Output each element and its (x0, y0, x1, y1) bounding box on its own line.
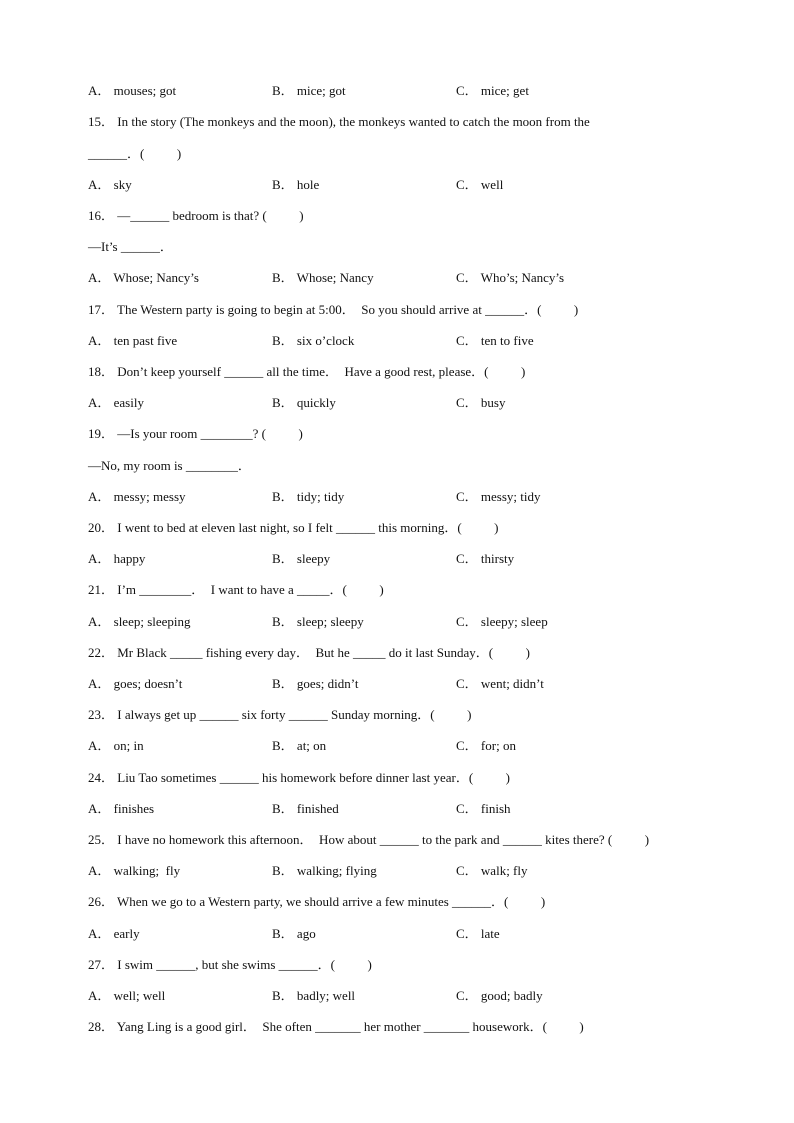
option-b: B． badly; well (272, 988, 356, 1003)
question-19-cont: —No, my room is ________． (88, 458, 251, 473)
option-b: B． quickly (272, 395, 336, 410)
option-c: C． good; badly (456, 988, 543, 1003)
option-c: C． for; on (456, 738, 516, 753)
question-26: 26． When we go to a Western party, we should arrive a few minutes ______．( ) (88, 894, 546, 909)
option-b: B． hole (272, 177, 320, 192)
question-15-cont: ______．( ) (88, 146, 182, 161)
option-c: C． messy; tidy (456, 489, 541, 504)
question-15: 15． In the story (The monkeys and the moon), the monkeys wanted to catch the moon from the (88, 114, 590, 129)
option-b: B． six o’clock (272, 333, 355, 348)
option-a: A． easily (88, 395, 144, 410)
option-a: A． Whose; Nancy’s (88, 270, 199, 285)
option-a: A． happy (88, 551, 146, 566)
question-16-cont: —It’s ______． (88, 239, 173, 254)
option-b: B． sleepy (272, 551, 331, 566)
option-b: B． at; on (272, 738, 327, 753)
option-a: A． goes; doesn’t (88, 676, 183, 691)
option-c: C． finish (456, 801, 511, 816)
option-b: B． Whose; Nancy (272, 270, 374, 285)
option-b: B． mice; got (272, 83, 346, 98)
option-a: A． early (88, 926, 140, 941)
question-20: 20． I went to bed at eleven last night, so I felt ______ this morning．( ) (88, 520, 499, 535)
option-a: A． well; well (88, 988, 166, 1003)
option-a: A． finishes (88, 801, 155, 816)
question-19: 19． —Is your room ________? ( ) (88, 426, 303, 441)
option-a: A． sleep; sleeping (88, 614, 191, 629)
question-21: 21． I’m ________． I want to have a _____．( ) (88, 582, 384, 597)
option-b: B． ago (272, 926, 316, 941)
option-b: B． goes; didn’t (272, 676, 359, 691)
option-c: C． mice; get (456, 83, 529, 98)
option-b: B． walking; flying (272, 863, 377, 878)
option-c: C． well (456, 177, 504, 192)
option-b: B． tidy; tidy (272, 489, 345, 504)
option-a: A． ten past five (88, 333, 178, 348)
option-c: C． Who’s; Nancy’s (456, 270, 565, 285)
question-17: 17． The Western party is going to begin at 5:00． So you should arrive at ______．( ) (88, 302, 579, 317)
question-23: 23． I always get up ______ six forty ______ Sunday morning．( ) (88, 707, 472, 722)
option-a: A． sky (88, 177, 132, 192)
option-a: A． on; in (88, 738, 144, 753)
option-a: A． mouses; got (88, 83, 177, 98)
question-28: 28． Yang Ling is a good girl． She often _______ her mother _______ housework．( ) (88, 1019, 584, 1034)
question-18: 18． Don’t keep yourself ______ all the time． Have a good rest, please．( ) (88, 364, 526, 379)
question-24: 24． Liu Tao sometimes ______ his homework before dinner last year．( ) (88, 770, 510, 785)
option-c: C． thirsty (456, 551, 515, 566)
option-a: A． messy; messy (88, 489, 186, 504)
option-c: C． went; didn’t (456, 676, 544, 691)
option-b: B． sleep; sleepy (272, 614, 364, 629)
option-b: B． finished (272, 801, 339, 816)
option-c: C． late (456, 926, 500, 941)
option-c: C． ten to five (456, 333, 534, 348)
option-a: A． walking; fly (88, 863, 181, 878)
question-22: 22． Mr Black _____ fishing every day． But he _____ do it last Sunday．( ) (88, 645, 530, 660)
option-c: C． busy (456, 395, 506, 410)
option-c: C． walk; fly (456, 863, 528, 878)
question-27: 27． I swim ______, but she swims ______．( ) (88, 957, 372, 972)
question-25: 25． I have no homework this afternoon． How about ______ to the park and ______ kites there? ( ) (88, 832, 650, 847)
option-c: C． sleepy; sleep (456, 614, 548, 629)
question-16: 16． —______ bedroom is that? ( ) (88, 208, 304, 223)
